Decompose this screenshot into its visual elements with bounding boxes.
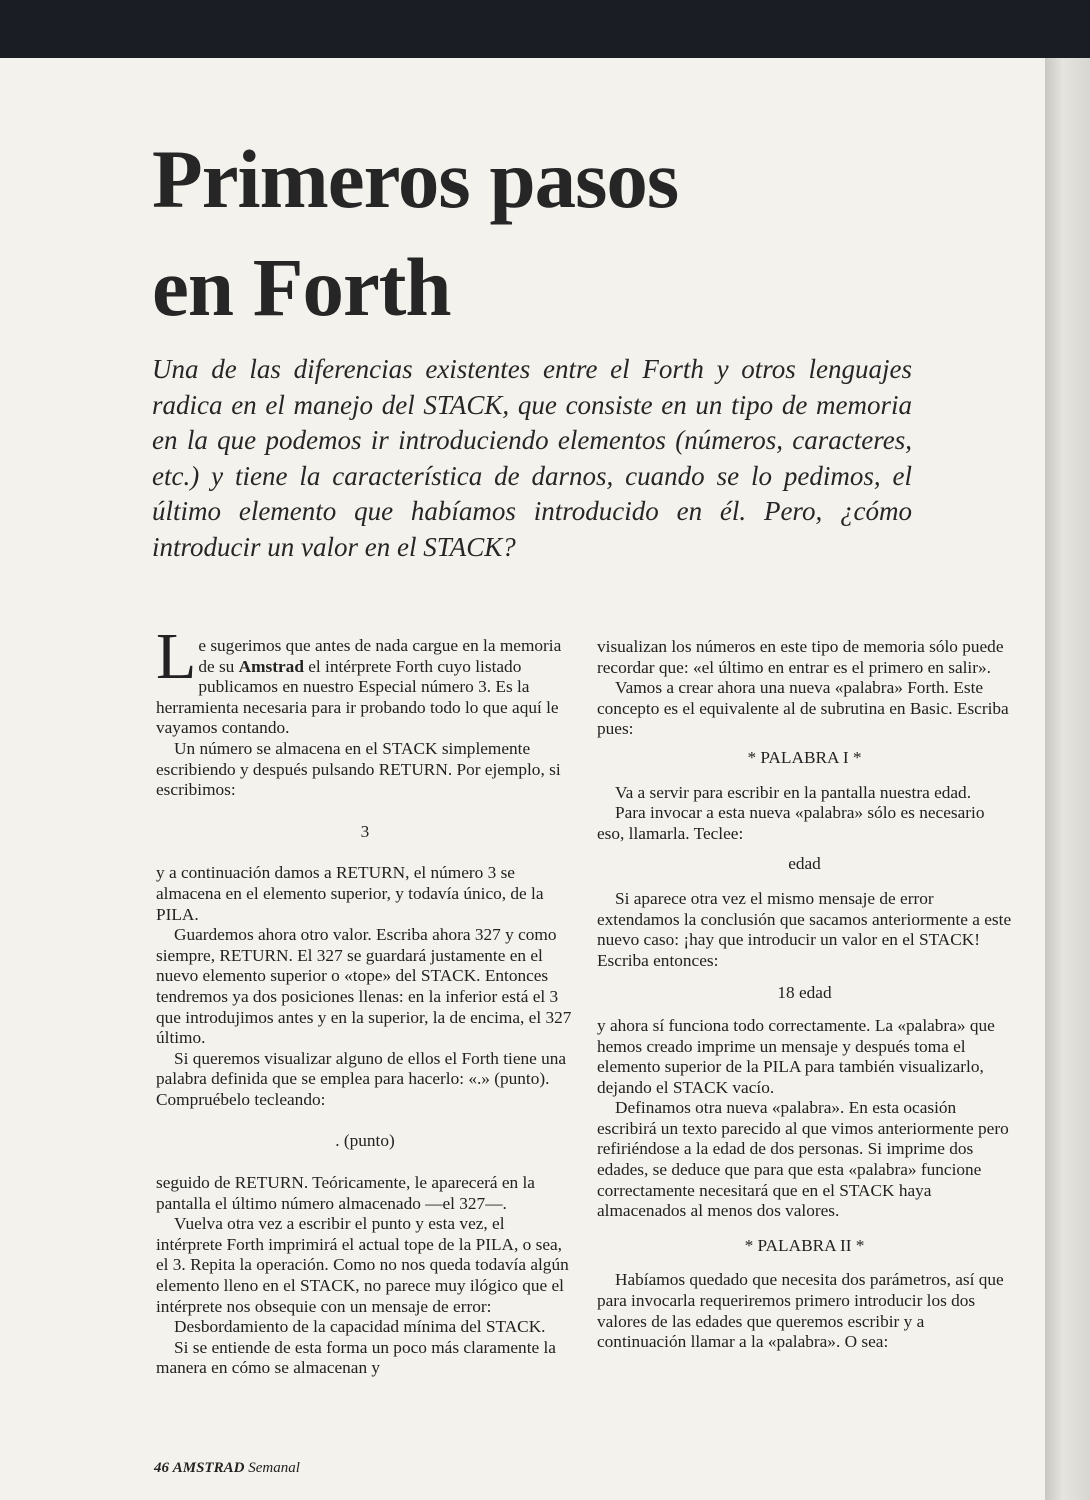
paragraph: seguido de RETURN. Teóricamente, le aparecerá en la pantalla el último número almacenado —el 327—. <box>156 1173 535 1213</box>
drop-cap: L <box>156 620 197 693</box>
paragraph: Habíamos quedado que necesita dos parámetros, así que para invocarla requeriremos primero introducir los dos valores de las edades que queremos escribir y a continuación llamar a la «palabra». O sea: <box>597 1270 1004 1352</box>
paragraph: Si aparece otra vez el mismo mensaje de error extendamos la conclusión que sacamos anteriormente a este nuevo caso: ¡hay que introducir un valor en el STACK! Escriba entonces: <box>597 888 1012 970</box>
magazine-issue: Semanal <box>248 1460 300 1476</box>
left-column <box>156 620 574 1379</box>
paragraph: Guardemos ahora otro valor. Escriba ahora 327 y como siempre, RETURN. El 327 se guardará justamente en el nuevo elemento superior o «tope» del STACK. Entonces tendremos ya dos posiciones llenas: en la inferior está el 3 que introdujimos antes y en la superior, la de encima, el 327 último. <box>156 925 572 1048</box>
paragraph: Va a servir para escribir en la pantalla nuestra edad. <box>615 782 972 802</box>
page-footer <box>154 1460 300 1477</box>
article-intro: Una de las diferencias existentes entre el Forth y otros lenguajes radica en el manejo del STACK, que consiste en un tipo de memoria en la que podemos ir introduciendo elementos (números, caracteres, etc.) y tiene la característica de darnos, cuando se lo pedimos, el último elemento que habíamos introducido en él. Pero, ¿cómo introducir un valor en el STACK? <box>152 354 912 562</box>
paragraph: Desbordamiento de la capacidad mínima del STACK. <box>174 1317 546 1337</box>
next-page-edge <box>1045 58 1090 1500</box>
title-line-1: Primeros pasos <box>152 133 679 225</box>
text: el intérprete Forth cuyo listado publicamos en nuestro Especial número 3. Es la herramienta necesaria para ir probando todo lo que aquí le vayamos contando. <box>156 656 559 738</box>
paragraph: visualizan los números en este tipo de memoria sólo puede recordar que: «el último en entrar es el primero en salir». <box>597 637 1004 677</box>
paragraph: Un número se almacena en el STACK simplemente escribiendo y después pulsando RETURN. Por ejemplo, si escribimos: <box>156 738 561 800</box>
paragraph: Vuelva otra vez a escribir el punto y esta vez, el intérprete Forth imprimirá el actual tope de la PILA, o sea, el 3. Repita la operación. Como no nos queda todavía algún elemento lleno en el STACK, no parece muy ilógico que el intérprete nos obsequie con un mensaje de error: <box>156 1214 569 1316</box>
paragraph: y a continuación damos a RETURN, el número 3 se almacena en el elemento superior, y todavía único, de la PILA. <box>156 863 544 924</box>
text: e sugerimos que antes de nada cargue en la memoria de su <box>198 636 562 676</box>
paragraph: y ahora sí funciona todo correctamente. La «palabra» que hemos creado imprime un mensaje y después toma el elemento superior de la PILA para también visualizarlo, dejando el STACK vacío. <box>597 1015 995 1097</box>
paragraph: Vamos a crear ahora una nueva «palabra» Forth. Este concepto es el equivalente al de subrutina en Basic. Escriba pues: <box>597 678 1009 739</box>
page-number: 46 <box>154 1460 169 1476</box>
code-example: edad <box>788 854 821 874</box>
code-example: . (punto) <box>335 1131 395 1151</box>
brand-name: Amstrad <box>238 656 304 676</box>
title-line-2: en Forth <box>152 241 451 333</box>
section-label: * PALABRA II * <box>744 1235 865 1255</box>
paragraph: Definamos otra nueva «palabra». En esta ocasión escribirá un texto parecido al que vimos anteriormente pero refiriéndose a la edad de dos personas. Si imprime dos edades, se deduce que para que esta «palabra» funcione correctamente necesitará que en el STACK haya almacenados al menos dos valores. <box>597 1098 1009 1221</box>
section-label: * PALABRA I * <box>747 747 862 767</box>
magazine-name: AMSTRAD <box>172 1460 245 1476</box>
code-example: 3 <box>360 821 370 841</box>
right-column <box>597 637 1012 1353</box>
paragraph: Si se entiende de esta forma un poco más claramente la manera en cómo se almacenan y <box>156 1337 556 1378</box>
paragraph: Para invocar a esta nueva «palabra» sólo es necesario eso, llamarla. Teclee: <box>597 803 985 843</box>
paragraph <box>156 620 574 739</box>
article-title <box>152 125 802 341</box>
code-example: 18 edad <box>777 983 832 1003</box>
paragraph: Si queremos visualizar alguno de ellos el Forth tiene una palabra definida que se emplea para hacerlo: «.» (punto). Compruébelo tecleando: <box>156 1048 567 1109</box>
